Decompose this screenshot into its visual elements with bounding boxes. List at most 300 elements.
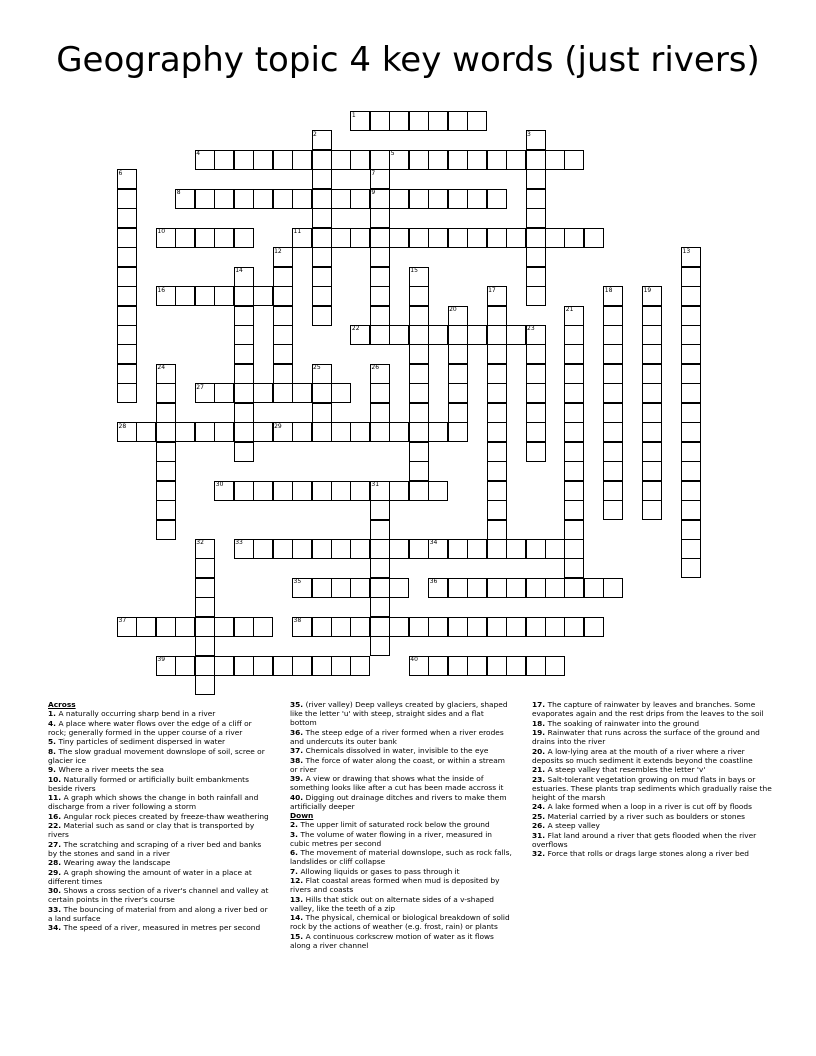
grid-cell[interactable] <box>195 228 215 248</box>
grid-cell[interactable] <box>136 617 156 637</box>
grid-cell[interactable] <box>234 422 254 442</box>
grid-cell[interactable] <box>370 228 390 248</box>
grid-cell[interactable] <box>506 539 526 559</box>
grid-cell[interactable] <box>292 383 312 403</box>
grid-cell[interactable] <box>214 150 234 170</box>
grid-cell[interactable] <box>195 286 215 306</box>
grid-cell[interactable] <box>564 150 584 170</box>
grid-cell[interactable] <box>564 558 584 578</box>
grid-cell[interactable] <box>253 286 273 306</box>
grid-cell[interactable] <box>428 617 448 637</box>
grid-cell[interactable] <box>312 228 332 248</box>
grid-cell[interactable] <box>526 150 546 170</box>
grid-cell[interactable] <box>526 169 546 189</box>
grid-cell[interactable] <box>292 422 312 442</box>
grid-cell[interactable] <box>331 539 351 559</box>
grid-cell[interactable] <box>117 344 137 364</box>
grid-cell[interactable] <box>234 403 254 423</box>
grid-cell[interactable] <box>487 656 507 676</box>
grid-cell[interactable] <box>350 617 370 637</box>
grid-cell[interactable] <box>331 656 351 676</box>
grid-cell[interactable] <box>526 247 546 267</box>
grid-cell[interactable] <box>526 208 546 228</box>
grid-cell[interactable] <box>370 558 390 578</box>
grid-cell[interactable] <box>156 403 176 423</box>
grid-cell[interactable] <box>253 383 273 403</box>
grid-cell[interactable] <box>312 617 332 637</box>
grid-cell[interactable] <box>409 111 429 131</box>
grid-cell[interactable] <box>370 403 390 423</box>
grid-cell[interactable] <box>389 422 409 442</box>
grid-cell[interactable] <box>467 228 487 248</box>
grid-cell[interactable] <box>234 344 254 364</box>
grid-cell[interactable] <box>487 422 507 442</box>
grid-cell[interactable] <box>487 442 507 462</box>
grid-cell[interactable] <box>273 344 293 364</box>
grid-cell[interactable] <box>487 150 507 170</box>
grid-cell[interactable] <box>156 422 176 442</box>
grid-cell[interactable] <box>526 267 546 287</box>
grid-cell[interactable] <box>312 656 332 676</box>
grid-cell[interactable] <box>195 558 215 578</box>
grid-cell[interactable] <box>448 422 468 442</box>
grid-cell[interactable] <box>389 578 409 598</box>
grid-cell[interactable] <box>292 656 312 676</box>
grid-cell[interactable] <box>681 306 701 326</box>
grid-cell[interactable] <box>370 306 390 326</box>
grid-cell[interactable] <box>273 267 293 287</box>
grid-cell[interactable] <box>603 403 623 423</box>
grid-cell[interactable] <box>584 617 604 637</box>
grid-cell[interactable] <box>350 422 370 442</box>
grid-cell[interactable] <box>467 578 487 598</box>
grid-cell[interactable] <box>681 558 701 578</box>
grid-cell[interactable] <box>681 520 701 540</box>
grid-cell[interactable] <box>350 578 370 598</box>
grid-cell[interactable] <box>603 500 623 520</box>
grid-cell[interactable] <box>428 481 448 501</box>
grid-cell[interactable] <box>350 189 370 209</box>
grid-cell[interactable] <box>681 481 701 501</box>
grid-cell[interactable] <box>428 150 448 170</box>
grid-cell[interactable] <box>506 656 526 676</box>
grid-cell[interactable] <box>370 539 390 559</box>
grid-cell[interactable] <box>428 656 448 676</box>
grid-cell[interactable] <box>117 189 137 209</box>
grid-cell[interactable] <box>526 442 546 462</box>
grid-cell[interactable] <box>564 344 584 364</box>
grid-cell[interactable] <box>273 481 293 501</box>
grid-cell[interactable] <box>136 422 156 442</box>
grid-cell[interactable] <box>273 306 293 326</box>
grid-cell[interactable] <box>253 422 273 442</box>
grid-cell[interactable] <box>234 325 254 345</box>
grid-cell[interactable] <box>564 364 584 384</box>
grid-cell[interactable] <box>370 325 390 345</box>
grid-cell[interactable] <box>467 656 487 676</box>
grid-cell[interactable] <box>175 422 195 442</box>
grid-cell[interactable] <box>214 383 234 403</box>
grid-cell[interactable] <box>564 481 584 501</box>
grid-cell[interactable] <box>117 286 137 306</box>
grid-cell[interactable] <box>467 325 487 345</box>
grid-cell[interactable] <box>642 461 662 481</box>
grid-cell[interactable] <box>350 539 370 559</box>
grid-cell[interactable] <box>214 228 234 248</box>
grid-cell[interactable] <box>545 578 565 598</box>
grid-cell[interactable] <box>526 189 546 209</box>
grid-cell[interactable] <box>312 383 332 403</box>
grid-cell[interactable] <box>681 267 701 287</box>
grid-cell[interactable] <box>234 228 254 248</box>
grid-cell[interactable] <box>409 228 429 248</box>
grid-cell[interactable] <box>526 578 546 598</box>
grid-cell[interactable] <box>526 383 546 403</box>
grid-cell[interactable] <box>156 520 176 540</box>
grid-cell[interactable] <box>409 461 429 481</box>
grid-cell[interactable] <box>642 325 662 345</box>
grid-cell[interactable] <box>195 189 215 209</box>
grid-cell[interactable] <box>526 656 546 676</box>
grid-cell[interactable] <box>603 325 623 345</box>
grid-cell[interactable] <box>253 539 273 559</box>
grid-cell[interactable] <box>234 150 254 170</box>
grid-cell[interactable] <box>409 150 429 170</box>
grid-cell[interactable] <box>487 461 507 481</box>
grid-cell[interactable] <box>117 383 137 403</box>
grid-cell[interactable] <box>487 403 507 423</box>
grid-cell[interactable] <box>409 442 429 462</box>
grid-cell[interactable] <box>409 481 429 501</box>
grid-cell[interactable] <box>506 150 526 170</box>
grid-cell[interactable] <box>564 461 584 481</box>
grid-cell[interactable] <box>428 189 448 209</box>
grid-cell[interactable] <box>253 617 273 637</box>
grid-cell[interactable] <box>564 442 584 462</box>
grid-cell[interactable] <box>331 422 351 442</box>
grid-cell[interactable] <box>273 189 293 209</box>
grid-cell[interactable] <box>448 364 468 384</box>
grid-cell[interactable] <box>389 228 409 248</box>
grid-cell[interactable] <box>273 150 293 170</box>
grid-cell[interactable] <box>195 617 215 637</box>
grid-cell[interactable] <box>526 364 546 384</box>
grid-cell[interactable] <box>234 617 254 637</box>
grid-cell[interactable] <box>526 403 546 423</box>
grid-cell[interactable] <box>467 539 487 559</box>
grid-cell[interactable] <box>564 578 584 598</box>
grid-cell[interactable] <box>331 383 351 403</box>
grid-cell[interactable] <box>234 656 254 676</box>
grid-cell[interactable] <box>370 617 390 637</box>
grid-cell[interactable] <box>681 325 701 345</box>
grid-cell[interactable] <box>409 383 429 403</box>
grid-cell[interactable] <box>253 481 273 501</box>
grid-cell[interactable] <box>564 403 584 423</box>
grid-cell[interactable] <box>389 189 409 209</box>
grid-cell[interactable] <box>681 286 701 306</box>
grid-cell[interactable] <box>370 597 390 617</box>
grid-cell[interactable] <box>370 578 390 598</box>
grid-cell[interactable] <box>448 617 468 637</box>
grid-cell[interactable] <box>603 481 623 501</box>
grid-cell[interactable] <box>487 189 507 209</box>
grid-cell[interactable] <box>487 228 507 248</box>
grid-cell[interactable] <box>564 422 584 442</box>
grid-cell[interactable] <box>526 617 546 637</box>
grid-cell[interactable] <box>370 286 390 306</box>
grid-cell[interactable] <box>234 481 254 501</box>
grid-cell[interactable] <box>117 306 137 326</box>
grid-cell[interactable] <box>603 442 623 462</box>
grid-cell[interactable] <box>526 228 546 248</box>
grid-cell[interactable] <box>603 578 623 598</box>
grid-cell[interactable] <box>448 656 468 676</box>
grid-cell[interactable] <box>273 383 293 403</box>
grid-cell[interactable] <box>370 208 390 228</box>
grid-cell[interactable] <box>253 189 273 209</box>
grid-cell[interactable] <box>526 344 546 364</box>
grid-cell[interactable] <box>448 403 468 423</box>
grid-cell[interactable] <box>195 422 215 442</box>
grid-cell[interactable] <box>681 364 701 384</box>
grid-cell[interactable] <box>642 481 662 501</box>
grid-cell[interactable] <box>370 247 390 267</box>
grid-cell[interactable] <box>175 286 195 306</box>
grid-cell[interactable] <box>526 539 546 559</box>
grid-cell[interactable] <box>642 306 662 326</box>
grid-cell[interactable] <box>331 150 351 170</box>
grid-cell[interactable] <box>409 617 429 637</box>
grid-cell[interactable] <box>603 364 623 384</box>
grid-cell[interactable] <box>681 539 701 559</box>
grid-cell[interactable] <box>428 228 448 248</box>
grid-cell[interactable] <box>448 578 468 598</box>
grid-cell[interactable] <box>214 189 234 209</box>
grid-cell[interactable] <box>428 111 448 131</box>
grid-cell[interactable] <box>448 189 468 209</box>
grid-cell[interactable] <box>312 286 332 306</box>
grid-cell[interactable] <box>409 422 429 442</box>
grid-cell[interactable] <box>448 150 468 170</box>
grid-cell[interactable] <box>195 578 215 598</box>
grid-cell[interactable] <box>409 344 429 364</box>
grid-cell[interactable] <box>331 228 351 248</box>
grid-cell[interactable] <box>312 189 332 209</box>
grid-cell[interactable] <box>642 500 662 520</box>
grid-cell[interactable] <box>603 383 623 403</box>
grid-cell[interactable] <box>409 325 429 345</box>
grid-cell[interactable] <box>487 481 507 501</box>
grid-cell[interactable] <box>156 481 176 501</box>
grid-cell[interactable] <box>312 247 332 267</box>
grid-cell[interactable] <box>409 539 429 559</box>
grid-cell[interactable] <box>487 520 507 540</box>
grid-cell[interactable] <box>312 150 332 170</box>
grid-cell[interactable] <box>234 383 254 403</box>
grid-cell[interactable] <box>350 481 370 501</box>
grid-cell[interactable] <box>253 150 273 170</box>
grid-cell[interactable] <box>506 578 526 598</box>
grid-cell[interactable] <box>331 578 351 598</box>
grid-cell[interactable] <box>195 597 215 617</box>
grid-cell[interactable] <box>312 578 332 598</box>
grid-cell[interactable] <box>195 636 215 656</box>
grid-cell[interactable] <box>506 228 526 248</box>
grid-cell[interactable] <box>156 442 176 462</box>
grid-cell[interactable] <box>312 539 332 559</box>
grid-cell[interactable] <box>234 306 254 326</box>
grid-cell[interactable] <box>526 422 546 442</box>
grid-cell[interactable] <box>312 208 332 228</box>
grid-cell[interactable] <box>642 344 662 364</box>
grid-cell[interactable] <box>117 208 137 228</box>
grid-cell[interactable] <box>292 189 312 209</box>
grid-cell[interactable] <box>409 189 429 209</box>
grid-cell[interactable] <box>331 481 351 501</box>
grid-cell[interactable] <box>273 656 293 676</box>
grid-cell[interactable] <box>175 228 195 248</box>
grid-cell[interactable] <box>350 656 370 676</box>
grid-cell[interactable] <box>467 150 487 170</box>
grid-cell[interactable] <box>156 500 176 520</box>
grid-cell[interactable] <box>642 364 662 384</box>
grid-cell[interactable] <box>389 481 409 501</box>
grid-cell[interactable] <box>409 403 429 423</box>
grid-cell[interactable] <box>448 325 468 345</box>
grid-cell[interactable] <box>253 656 273 676</box>
grid-cell[interactable] <box>603 461 623 481</box>
grid-cell[interactable] <box>312 403 332 423</box>
grid-cell[interactable] <box>370 267 390 287</box>
grid-cell[interactable] <box>487 383 507 403</box>
grid-cell[interactable] <box>642 422 662 442</box>
grid-cell[interactable] <box>487 344 507 364</box>
grid-cell[interactable] <box>564 500 584 520</box>
grid-cell[interactable] <box>156 383 176 403</box>
grid-cell[interactable] <box>506 617 526 637</box>
grid-cell[interactable] <box>234 286 254 306</box>
grid-cell[interactable] <box>467 189 487 209</box>
grid-cell[interactable] <box>603 306 623 326</box>
grid-cell[interactable] <box>117 228 137 248</box>
grid-cell[interactable] <box>409 306 429 326</box>
grid-cell[interactable] <box>545 150 565 170</box>
grid-cell[interactable] <box>564 539 584 559</box>
grid-cell[interactable] <box>428 325 448 345</box>
grid-cell[interactable] <box>681 442 701 462</box>
grid-cell[interactable] <box>506 325 526 345</box>
grid-cell[interactable] <box>117 364 137 384</box>
grid-cell[interactable] <box>642 403 662 423</box>
grid-cell[interactable] <box>214 617 234 637</box>
grid-cell[interactable] <box>156 461 176 481</box>
grid-cell[interactable] <box>331 189 351 209</box>
grid-cell[interactable] <box>487 306 507 326</box>
grid-cell[interactable] <box>681 500 701 520</box>
grid-cell[interactable] <box>292 481 312 501</box>
grid-cell[interactable] <box>564 617 584 637</box>
grid-cell[interactable] <box>564 520 584 540</box>
grid-cell[interactable] <box>603 344 623 364</box>
grid-cell[interactable] <box>312 481 332 501</box>
grid-cell[interactable] <box>642 383 662 403</box>
grid-cell[interactable] <box>564 228 584 248</box>
grid-cell[interactable] <box>273 364 293 384</box>
grid-cell[interactable] <box>195 675 215 695</box>
grid-cell[interactable] <box>370 500 390 520</box>
grid-cell[interactable] <box>214 286 234 306</box>
grid-cell[interactable] <box>487 364 507 384</box>
grid-cell[interactable] <box>409 364 429 384</box>
grid-cell[interactable] <box>681 344 701 364</box>
grid-cell[interactable] <box>389 539 409 559</box>
grid-cell[interactable] <box>370 150 390 170</box>
grid-cell[interactable] <box>681 461 701 481</box>
grid-cell[interactable] <box>273 286 293 306</box>
grid-cell[interactable] <box>526 286 546 306</box>
grid-cell[interactable] <box>487 325 507 345</box>
grid-cell[interactable] <box>545 228 565 248</box>
grid-cell[interactable] <box>331 617 351 637</box>
grid-cell[interactable] <box>117 247 137 267</box>
grid-cell[interactable] <box>487 500 507 520</box>
grid-cell[interactable] <box>448 111 468 131</box>
grid-cell[interactable] <box>312 267 332 287</box>
grid-cell[interactable] <box>545 656 565 676</box>
grid-cell[interactable] <box>448 228 468 248</box>
grid-cell[interactable] <box>370 636 390 656</box>
grid-cell[interactable] <box>428 422 448 442</box>
grid-cell[interactable] <box>312 306 332 326</box>
grid-cell[interactable] <box>234 364 254 384</box>
grid-cell[interactable] <box>487 578 507 598</box>
grid-cell[interactable] <box>350 228 370 248</box>
grid-cell[interactable] <box>117 325 137 345</box>
grid-cell[interactable] <box>409 286 429 306</box>
grid-cell[interactable] <box>564 325 584 345</box>
grid-cell[interactable] <box>370 383 390 403</box>
grid-cell[interactable] <box>487 539 507 559</box>
grid-cell[interactable] <box>487 617 507 637</box>
grid-cell[interactable] <box>214 656 234 676</box>
grid-cell[interactable] <box>584 578 604 598</box>
grid-cell[interactable] <box>234 189 254 209</box>
grid-cell[interactable] <box>642 442 662 462</box>
grid-cell[interactable] <box>448 383 468 403</box>
grid-cell[interactable] <box>175 656 195 676</box>
grid-cell[interactable] <box>214 422 234 442</box>
grid-cell[interactable] <box>545 539 565 559</box>
grid-cell[interactable] <box>234 442 254 462</box>
grid-cell[interactable] <box>389 617 409 637</box>
grid-cell[interactable] <box>681 403 701 423</box>
grid-cell[interactable] <box>389 111 409 131</box>
grid-cell[interactable] <box>156 617 176 637</box>
grid-cell[interactable] <box>350 150 370 170</box>
grid-cell[interactable] <box>584 228 604 248</box>
grid-cell[interactable] <box>117 267 137 287</box>
grid-cell[interactable] <box>564 383 584 403</box>
grid-cell[interactable] <box>603 422 623 442</box>
grid-cell[interactable] <box>292 150 312 170</box>
grid-cell[interactable] <box>370 111 390 131</box>
grid-cell[interactable] <box>467 617 487 637</box>
grid-cell[interactable] <box>389 325 409 345</box>
grid-cell[interactable] <box>273 539 293 559</box>
grid-cell[interactable] <box>681 383 701 403</box>
grid-cell[interactable] <box>312 169 332 189</box>
